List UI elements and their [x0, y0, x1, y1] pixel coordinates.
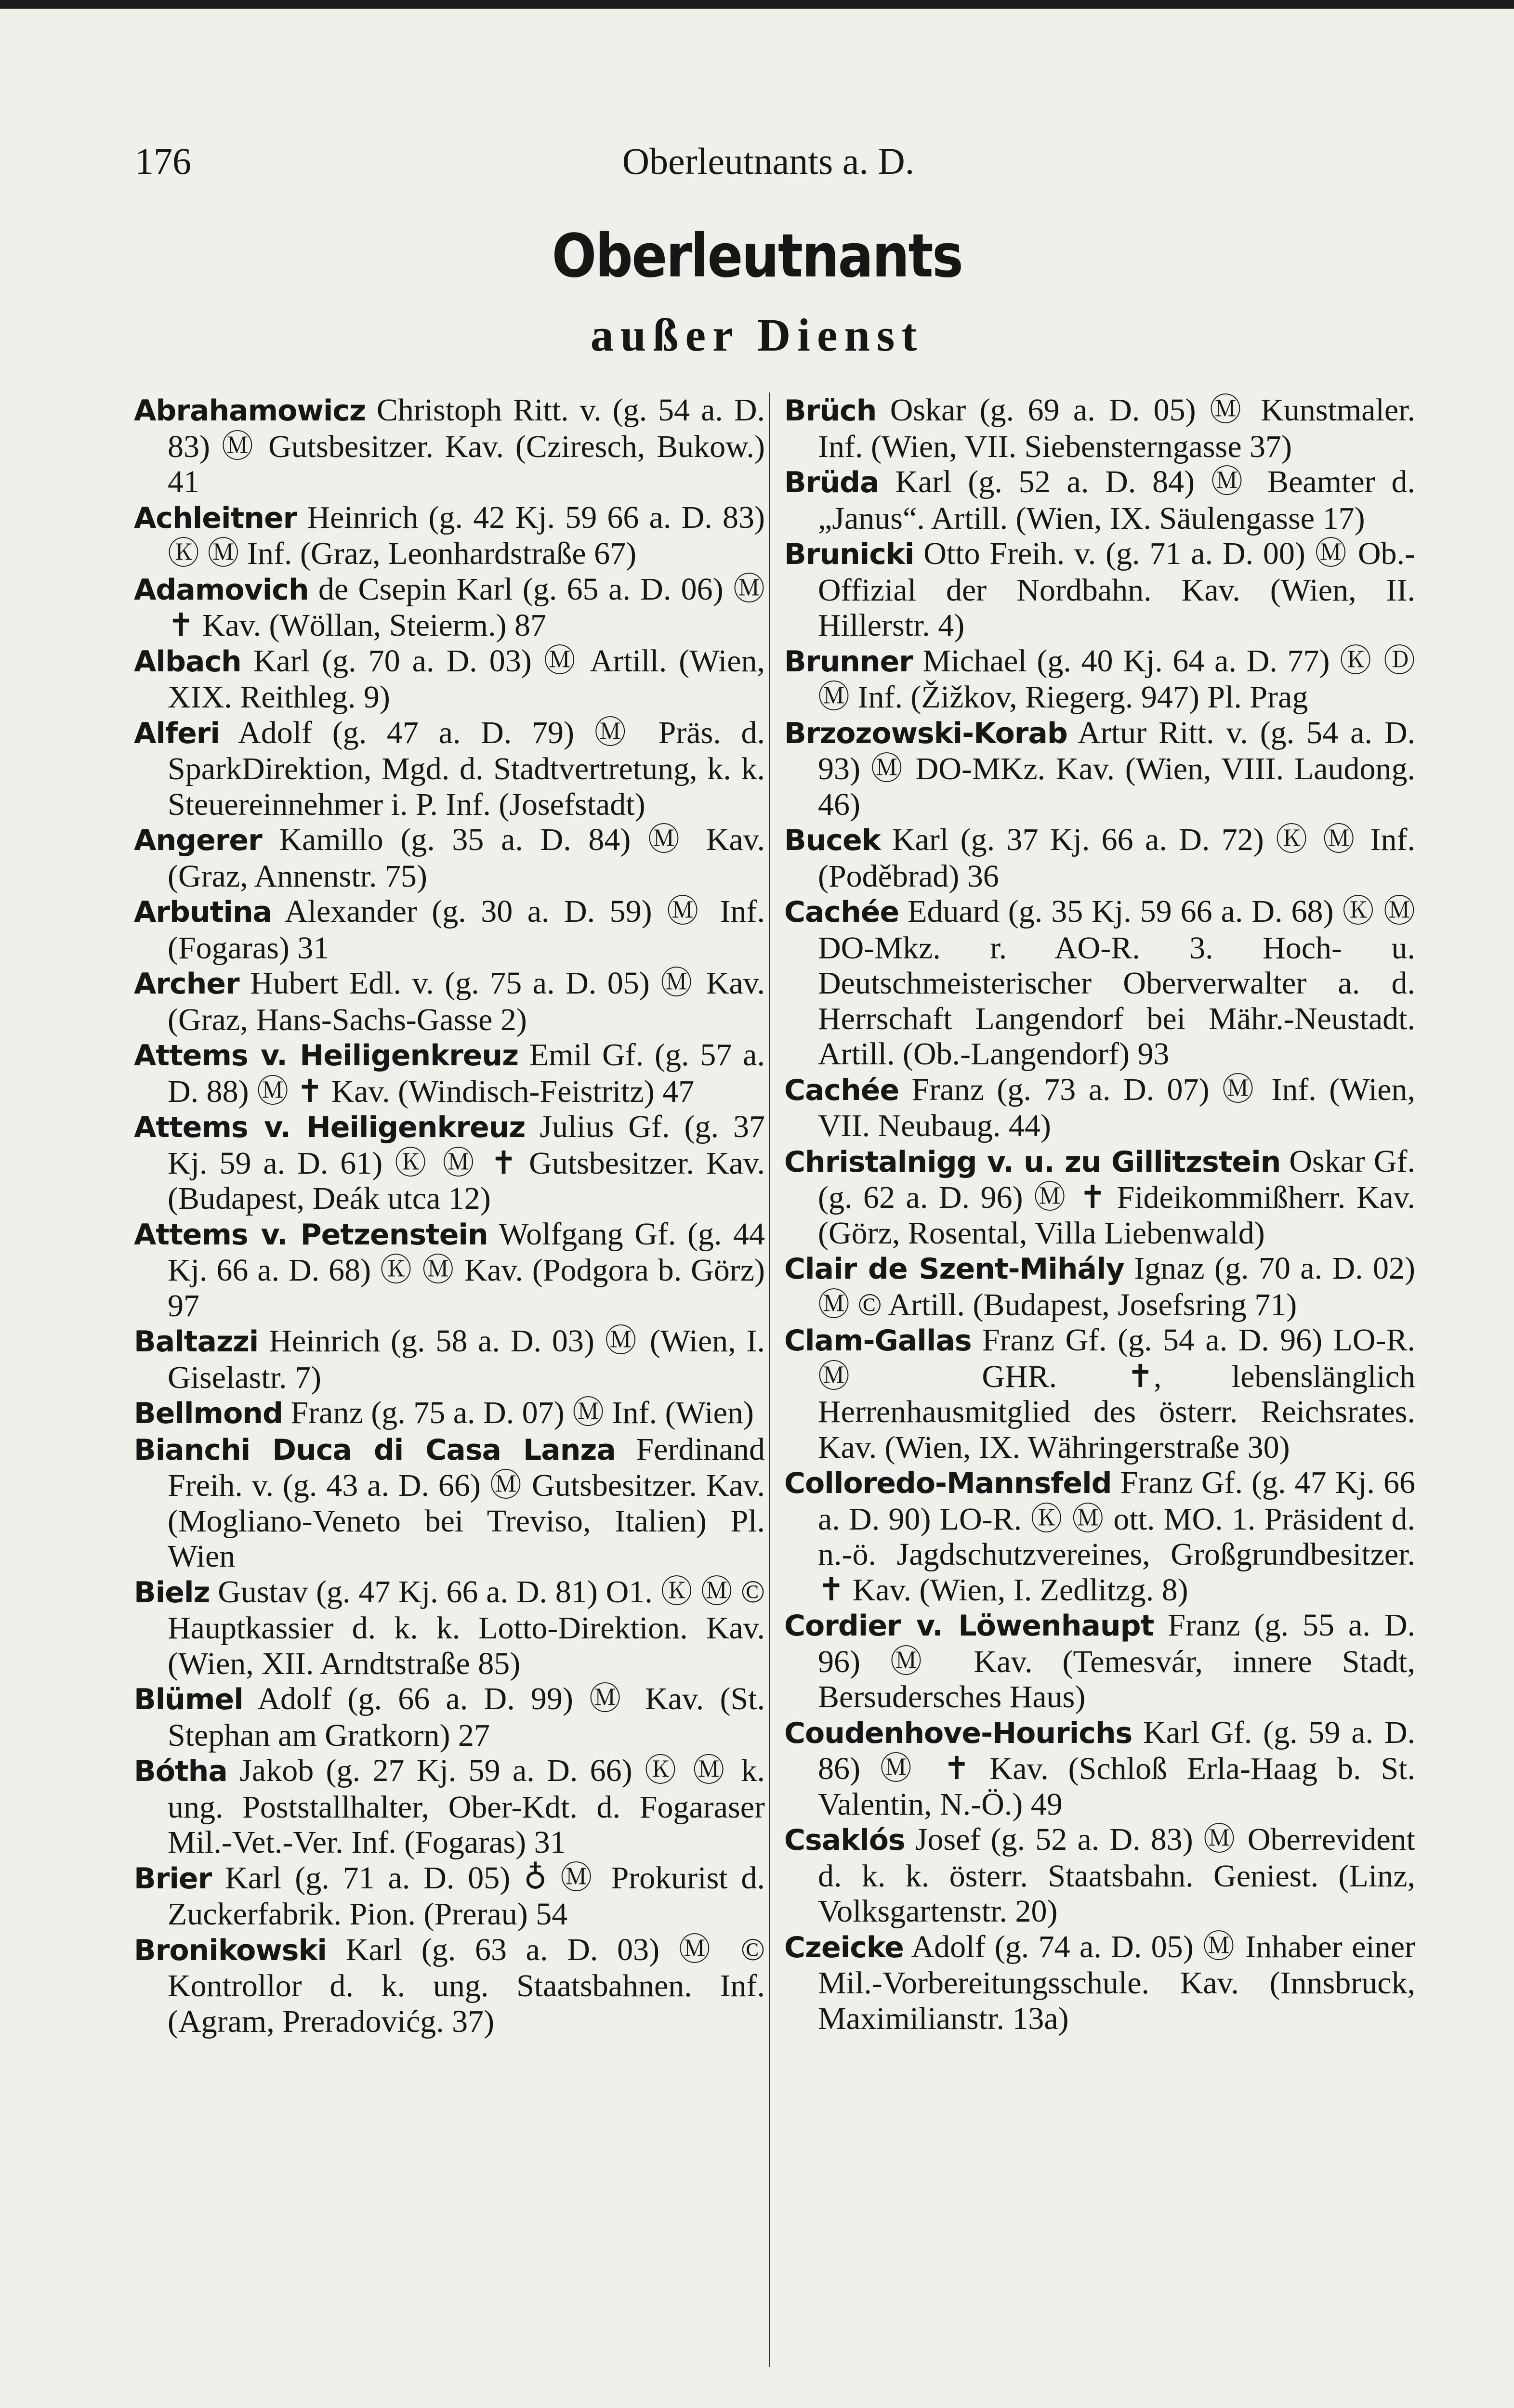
- entry-surname: Cordier v. Löwenhaupt: [784, 1609, 1154, 1643]
- entry-details: Franz Gf. (g. 54 a. D. 96) LO-R. Ⓜ GHR. ✝, lebenslänglich Herrenhausmitglied des österr. Reichsrates. Kav. (Wien, IX. Währingerstraße 30): [818, 1322, 1415, 1465]
- directory-entry: [134, 1323, 765, 1395]
- entry-surname: Baltazzi: [134, 1325, 259, 1359]
- directory-entry: [784, 393, 1415, 464]
- entry-details: Hubert Edl. v. (g. 75 a. D. 05) Ⓜ Kav. (Graz, Hans-Sachs-Gasse 2): [168, 966, 765, 1037]
- directory-entry: [134, 643, 765, 715]
- entry-surname: Adamovich: [134, 573, 309, 607]
- entry-surname: Attems v. Petzenstein: [134, 1217, 488, 1252]
- entry-details: Heinrich (g. 58 a. D. 03) Ⓜ (Wien, I. Giselastr. 7): [168, 1323, 765, 1395]
- entry-details: Franz Gf. (g. 47 Kj. 66 a. D. 90) LO-R. Ⓚ Ⓜ ott. MO. 1. Präsident d. n.-ö. Jagdschutzvereines, Großgrundbesitzer. ✝ Kav. (Wien, I. Zedlitzg. 8): [818, 1465, 1415, 1608]
- entry-surname: Angerer: [134, 824, 262, 857]
- directory-entry: [134, 1860, 765, 1932]
- entry-details: Eduard (g. 35 Kj. 59 66 a. D. 68) Ⓚ Ⓜ DO-Mkz. r. AO-R. 3. Hoch- u. Deutschmeisterischer Oberverwalter a. d. Herrschaft Langendorf bei Mähr.-Neustadt. Artill. (Ob.-Langendorf) 93: [818, 894, 1415, 1072]
- entry-details: Ignaz (g. 70 a. D. 02) Ⓜ © Artill. (Budapest, Josefsring 71): [818, 1251, 1415, 1322]
- entry-details: Josef (g. 52 a. D. 83) Ⓜ Oberrevident d. k. k. österr. Staatsbahn. Geniest. (Linz, Volksgartenstr. 20): [818, 1822, 1415, 1929]
- section-title: Oberleutnants: [552, 222, 962, 291]
- directory-entry: [134, 500, 765, 572]
- entry-details: Alexander (g. 30 a. D. 59) Ⓜ Inf. (Fogaras) 31: [168, 894, 765, 966]
- entry-details: Karl (g. 63 a. D. 03) Ⓜ © Kontrollor d. k. ung. Staatsbahnen. Inf. (Agram, Preradovićg. 37): [168, 1932, 765, 2039]
- directory-entry: [134, 894, 765, 966]
- entry-surname: Brunicki: [784, 537, 914, 571]
- entry-surname: Czeicke: [784, 1930, 904, 1964]
- entry-details: de Csepin Karl (g. 65 a. D. 06) Ⓜ ✝ Kav. (Wöllan, Steierm.) 87: [168, 571, 765, 643]
- entry-details: Karl (g. 52 a. D. 84) Ⓜ Beamter d. „Janus“. Artill. (Wien, IX. Säulengasse 17): [818, 464, 1415, 536]
- directory-entry: [784, 1465, 1415, 1608]
- directory-entry: [784, 1322, 1415, 1465]
- entry-details: Christoph Ritt. v. (g. 54 a. D. 83) Ⓜ Gutsbesitzer. Kav. (Cziresch, Bukow.) 41: [168, 393, 765, 499]
- directory-entry: [784, 1929, 1415, 2037]
- directory-entry: [784, 715, 1415, 823]
- entry-details: Michael (g. 40 Kj. 64 a. D. 77) Ⓚ Ⓓ Ⓜ Inf. (Žižkov, Riegerg. 947) Pl. Prag: [818, 643, 1415, 715]
- directory-entry: [134, 1037, 765, 1109]
- entry-details: Julius Gf. (g. 37 Kj. 59 a. D. 61) Ⓚ Ⓜ ✝ Gutsbesitzer. Kav. (Budapest, Deák utca 12): [168, 1109, 765, 1216]
- entry-surname: Cachée: [784, 1073, 899, 1107]
- directory-entry: [134, 1217, 765, 1324]
- entry-surname: Brzozowski-Korab: [784, 716, 1067, 750]
- entry-surname: Brüch: [784, 394, 877, 428]
- directory-entry: [784, 643, 1415, 715]
- entry-surname: Blümel: [134, 1683, 243, 1716]
- entry-details: Emil Gf. (g. 57 a. D. 88) Ⓜ ✝ Kav. (Windisch-Feistritz) 47: [168, 1037, 765, 1109]
- directory-entry: [784, 536, 1415, 643]
- entry-surname: Albach: [134, 644, 241, 679]
- entry-surname: Bótha: [134, 1754, 227, 1788]
- directory-entry: [784, 1715, 1415, 1822]
- entry-details: Wolfgang Gf. (g. 44 Kj. 66 a. D. 68) Ⓚ Ⓜ Kav. (Podgora b. Görz) 97: [168, 1216, 765, 1323]
- directory-entry: [784, 822, 1415, 894]
- right-column: [784, 393, 1415, 2386]
- directory-entry: [134, 966, 765, 1037]
- directory-entry: [784, 464, 1415, 536]
- entry-surname: Clair de Szent-Mihály: [784, 1252, 1124, 1286]
- entry-details: Otto Freih. v. (g. 71 a. D. 00) Ⓜ Ob.-Offizial der Nordbahn. Kav. (Wien, II. Hillerstr. 4): [818, 536, 1415, 643]
- entry-details: Ferdinand Freih. v. (g. 43 a. D. 66) Ⓜ Gutsbesitzer. Kav. (Mogliano-Veneto bei Treviso, Italien) Pl. Wien: [168, 1431, 765, 1574]
- directory-entry: [134, 1681, 765, 1753]
- entry-surname: Bucek: [784, 824, 881, 857]
- section-subtitle: außer Dienst: [590, 309, 924, 361]
- directory-entry: [784, 1144, 1415, 1251]
- column-divider: [769, 393, 770, 2367]
- entry-surname: Colloredo-Mannsfeld: [784, 1466, 1112, 1500]
- entry-surname: Brunner: [784, 644, 913, 679]
- entry-details: Franz (g. 73 a. D. 07) Ⓜ Inf. (Wien, VII. Neubaug. 44): [818, 1072, 1415, 1143]
- entry-details: Artur Ritt. v. (g. 54 a. D. 93) Ⓜ DO-MKz. Kav. (Wien, VIII. Laudong. 46): [818, 715, 1415, 822]
- entry-surname: Bronikowski: [134, 1933, 327, 1967]
- directory-entry: [134, 1932, 765, 2040]
- directory-entry: [134, 1432, 765, 1574]
- directory-entry: [134, 572, 765, 643]
- entry-surname: Abrahamowicz: [134, 394, 366, 428]
- directory-entry: [134, 822, 765, 894]
- entry-surname: Attems v. Heiligenkreuz: [134, 1111, 526, 1144]
- entry-details: Karl (g. 37 Kj. 66 a. D. 72) Ⓚ Ⓜ Inf. (Poděbrad) 36: [818, 822, 1415, 894]
- entry-surname: Archer: [134, 967, 239, 1001]
- running-head: [135, 140, 1402, 193]
- entry-surname: Christalnigg v. u. zu Gillitzstein: [784, 1145, 1281, 1179]
- entry-details: Heinrich (g. 42 Kj. 59 66 a. D. 83) Ⓚ Ⓜ Inf. (Graz, Leonhardstraße 67): [168, 499, 765, 571]
- entry-surname: Brier: [134, 1861, 212, 1896]
- entry-details: Oskar Gf. (g. 62 a. D. 96) Ⓜ ✝ Fideikommißherr. Kav. (Görz, Rosental, Villa Liebenwald): [818, 1143, 1416, 1251]
- directory-entry: [134, 393, 765, 500]
- entry-details: Adolf (g. 74 a. D. 05) Ⓜ Inhaber einer Mil.-Vorbereitungsschule. Kav. (Innsbruck, Maximilianstr. 13a): [818, 1929, 1415, 2036]
- entry-details: Franz (g. 75 a. D. 07) Ⓜ Inf. (Wien): [282, 1395, 754, 1430]
- entry-details: Kamillo (g. 35 a. D. 84) Ⓜ Kav. (Graz, Annenstr. 75): [168, 822, 765, 894]
- entry-surname: Attems v. Heiligenkreuz: [134, 1039, 518, 1073]
- entry-surname: Cachée: [784, 895, 899, 929]
- directory-entry: [134, 1395, 765, 1432]
- entry-surname: Brüda: [784, 466, 879, 499]
- entry-surname: Bielz: [134, 1575, 210, 1610]
- running-title: Oberleutnants a. D.: [622, 140, 915, 182]
- entry-surname: Alferi: [134, 716, 220, 750]
- directory-entry: [134, 715, 765, 823]
- directory-entry: [134, 1753, 765, 1860]
- entry-surname: Achleitner: [134, 501, 297, 535]
- left-column: [134, 393, 765, 2386]
- directory-entry: [784, 1072, 1415, 1144]
- entry-surname: Clam-Gallas: [784, 1324, 972, 1358]
- entry-surname: Bellmond: [134, 1397, 283, 1430]
- entry-details: Adolf (g. 47 a. D. 79) Ⓜ Präs. d. SparkDirektion, Mgd. d. Stadtvertretung, k. k. Steuereinnehmer i. P. Inf. (Josefstadt): [168, 715, 765, 822]
- directory-entry: [784, 894, 1415, 1072]
- entry-surname: Coudenhove-Hourichs: [784, 1716, 1132, 1750]
- entry-surname: Arbutina: [134, 895, 272, 929]
- directory-entry: [784, 1251, 1415, 1322]
- directory-entry: [134, 1574, 765, 1682]
- entry-details: Karl Gf. (g. 59 a. D. 86) Ⓜ ✝ Kav. (Schloß Erla-Haag b. St. Valentin, N.-Ö.) 49: [818, 1714, 1415, 1822]
- entry-details: Oskar (g. 69 a. D. 05) Ⓜ Kunstmaler. Inf. (Wien, VII. Siebensterngasse 37): [818, 393, 1415, 464]
- entry-details: Jakob (g. 27 Kj. 59 a. D. 66) Ⓚ Ⓜ k. ung. Poststallhalter, Ober-Kdt. d. Fogaraser Mil.-Vet.-Ver. Inf. (Fogaras) 31: [168, 1753, 765, 1860]
- directory-entry: [784, 1822, 1415, 1929]
- entry-surname: Bianchi Duca di Casa Lanza: [134, 1433, 616, 1467]
- entry-details: Karl (g. 70 a. D. 03) Ⓜ Artill. (Wien, XIX. Reithleg. 9): [168, 643, 765, 715]
- entry-details: Adolf (g. 66 a. D. 99) Ⓜ Kav. (St. Stephan am Gratkorn) 27: [168, 1681, 765, 1753]
- page-number: 176: [135, 140, 191, 182]
- entry-details: Gustav (g. 47 Kj. 66 a. D. 81) O1. Ⓚ Ⓜ © Hauptkassier d. k. k. Lotto-Direktion. Kav. (Wien, XII. Arndtstraße 85): [168, 1574, 765, 1681]
- entry-details: Franz (g. 55 a. D. 96) Ⓜ Kav. (Temesvár, innere Stadt, Bersudersches Haus): [818, 1608, 1415, 1714]
- entry-surname: Csaklós: [784, 1823, 905, 1857]
- directory-entry: [134, 1109, 765, 1217]
- entry-details: Karl (g. 71 a. D. 05) ♁ Ⓜ Prokurist d. Zuckerfabrik. Pion. (Prerau) 54: [168, 1860, 765, 1932]
- directory-entry: [784, 1608, 1415, 1715]
